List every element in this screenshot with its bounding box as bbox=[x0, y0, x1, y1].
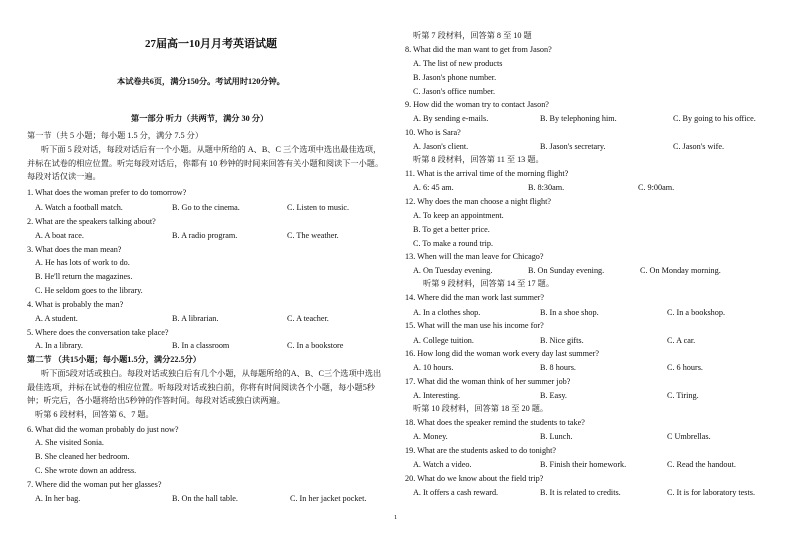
q13-option-a: A. On Tuesday evening. bbox=[413, 266, 493, 275]
question-14: 14. Where did the man work last summer? bbox=[405, 293, 544, 302]
listening-note-10: 听第 10 段材料，回答第 18 至 20 题。 bbox=[413, 404, 549, 413]
question-3: 3. What does the man mean? bbox=[27, 245, 122, 254]
question-15: 15. What will the man use his income for? bbox=[405, 321, 544, 330]
part1-heading: 第一部分 听力（共两节，满分 30 分） bbox=[131, 114, 269, 123]
section1-instructions: 听下面 5 段对话，每段对话后有一个小题。从题中所给的 A、B、C 三个选项中选出最佳选项，并标在试卷的相应位置。听完每段对话后，你都有 10 秒钟的时间来回答有关小题和阅读下一小题。每段对话仅读一遍。 bbox=[27, 145, 384, 182]
q16-option-b: B. 8 hours. bbox=[540, 363, 576, 372]
question-6: 6. What did the woman probably do just now? bbox=[27, 425, 179, 434]
question-7: 7. Where did the woman put her glasses? bbox=[27, 480, 162, 489]
listening-note-9: 听第 9 段材料，回答第 14 至 17 题。 bbox=[423, 279, 555, 288]
q15-option-b: B. Nice gifts. bbox=[540, 336, 584, 345]
question-16: 16. How long did the woman work every day last summer? bbox=[405, 349, 599, 358]
q1-option-b: B. Go to the cinema. bbox=[172, 203, 240, 212]
q5-option-c: C. In a bookstore bbox=[287, 341, 344, 350]
q2-option-c: C. The weather. bbox=[287, 231, 339, 240]
q10-option-c: C. Jason's wife. bbox=[673, 142, 725, 151]
q19-option-b: B. Finish their homework. bbox=[540, 460, 627, 469]
q10-option-a: A. Jason's client. bbox=[413, 142, 469, 151]
q10-option-b: B. Jason's secretary. bbox=[540, 142, 606, 151]
q20-option-c: C. It is for laboratory tests. bbox=[667, 488, 755, 497]
question-2: 2. What are the speakers talking about? bbox=[27, 217, 156, 226]
q18-option-a: A. Money. bbox=[413, 432, 448, 441]
q9-option-c: C. By going to his office. bbox=[673, 114, 756, 123]
listening-note-6: 听第 6 段材料，回答第 6、7 题。 bbox=[35, 410, 154, 419]
q12-option-c: C. To make a round trip. bbox=[413, 239, 493, 248]
q11-option-b: B. 8:30am. bbox=[528, 183, 565, 192]
q18-option-c: C Umbrellas. bbox=[667, 432, 711, 441]
q6-option-a: A. She visited Sonia. bbox=[35, 438, 104, 447]
q14-option-b: B. In a shoe shop. bbox=[540, 308, 599, 317]
q2-option-b: B. A radio program. bbox=[172, 231, 238, 240]
q9-option-a: A. By sending e-mails. bbox=[413, 114, 489, 123]
q11-option-a: A. 6: 45 am. bbox=[413, 183, 454, 192]
q3-option-a: A. He has lots of work to do. bbox=[35, 258, 130, 267]
q9-option-b: B. By telephoning him. bbox=[540, 114, 617, 123]
q16-option-a: A. 10 hours. bbox=[413, 363, 454, 372]
q11-option-c: C. 9:00am. bbox=[638, 183, 675, 192]
q12-option-a: A. To keep an appointment. bbox=[413, 211, 504, 220]
question-9: 9. How did the woman try to contact Jason? bbox=[405, 100, 549, 109]
q7-option-a: A. In her bag. bbox=[35, 494, 81, 503]
q4-option-c: C. A teacher. bbox=[287, 314, 329, 323]
q13-option-b: B. On Sunday evening. bbox=[528, 266, 605, 275]
q14-option-c: C. In a bookshop. bbox=[667, 308, 725, 317]
q7-option-b: B. On the hall table. bbox=[172, 494, 238, 503]
q7-option-c: C. In her jacket pocket. bbox=[290, 494, 367, 503]
q3-option-c: C. He seldom goes to the library. bbox=[35, 286, 143, 295]
q8-option-a: A. The list of new products bbox=[413, 59, 503, 68]
question-5: 5. Where does the conversation take place? bbox=[27, 328, 169, 337]
section1-heading: 第一节（共 5 小题；每小题 1.5 分，满分 7.5 分） bbox=[27, 131, 204, 140]
q5-option-b: B. In a classroom bbox=[172, 341, 230, 350]
question-8: 8. What did the man want to get from Jason? bbox=[405, 45, 552, 54]
question-18: 18. What does the speaker remind the students to take? bbox=[405, 418, 585, 427]
q14-option-a: A. In a clothes shop. bbox=[413, 308, 481, 317]
q3-option-b: B. He'll return the magazines. bbox=[35, 272, 133, 281]
question-12: 12. Why does the man choose a night flight? bbox=[405, 197, 552, 206]
question-20: 20. What do we know about the field trip? bbox=[405, 474, 544, 483]
q17-option-b: B. Easy. bbox=[540, 391, 567, 400]
exam-title: 27届高一10月月考英语试题 bbox=[145, 38, 277, 50]
question-19: 19. What are the students asked to do tonight? bbox=[405, 446, 557, 455]
question-1: 1. What does the woman prefer to do tomorrow? bbox=[27, 188, 187, 197]
q6-option-c: C. She wrote down an address. bbox=[35, 466, 137, 475]
question-17: 17. What did the woman think of her summer job? bbox=[405, 377, 571, 386]
q2-option-a: A. A boat race. bbox=[35, 231, 84, 240]
q18-option-b: B. Lunch. bbox=[540, 432, 573, 441]
q19-option-a: A. Watch a video. bbox=[413, 460, 472, 469]
q19-option-c: C. Read the handout. bbox=[667, 460, 736, 469]
q5-option-a: A. In a library. bbox=[35, 341, 83, 350]
question-10: 10. Who is Sara? bbox=[405, 128, 461, 137]
section2-instructions: 听下面5段对话或独白。每段对话或独白后有几个小题，从每题所给的A、B、C三个选项中选出最佳选项，并标在试卷的相应位置。听每段对话或独白前，你将有时间阅读各个小题，每小题5秒钟；听完后，各小题将给出5秒钟的作答时间。每段对话或独白读两遍。 bbox=[27, 369, 382, 406]
q12-option-b: B. To get a better price. bbox=[413, 225, 490, 234]
q6-option-b: B. She cleaned her bedroom. bbox=[35, 452, 130, 461]
page-number: 1 bbox=[394, 514, 398, 521]
q13-option-c: C. On Monday morning. bbox=[640, 266, 721, 275]
q15-option-c: C. A car. bbox=[667, 336, 696, 345]
q4-option-b: B. A librarian. bbox=[172, 314, 219, 323]
q20-option-a: A. It offers a cash reward. bbox=[413, 488, 499, 497]
question-13: 13. When will the man leave for Chicago? bbox=[405, 252, 544, 261]
q8-option-c: C. Jason's office number. bbox=[413, 87, 496, 96]
q16-option-c: C. 6 hours. bbox=[667, 363, 703, 372]
question-11: 11. What is the arrival time of the morning flight? bbox=[405, 169, 569, 178]
q15-option-a: A. College tuition. bbox=[413, 336, 474, 345]
q17-option-c: C. Tiring. bbox=[667, 391, 699, 400]
q4-option-a: A. A student. bbox=[35, 314, 78, 323]
q20-option-b: B. It is related to credits. bbox=[540, 488, 621, 497]
listening-note-7: 听第 7 段材料，回答第 8 至 10 题 bbox=[413, 31, 532, 40]
question-4: 4. What is probably the man? bbox=[27, 300, 124, 309]
q1-option-c: C. Listen to music. bbox=[287, 203, 350, 212]
exam-subtitle: 本试卷共6页，满分150分。考试用时120分钟。 bbox=[117, 77, 285, 86]
q8-option-b: B. Jason's phone number. bbox=[413, 73, 497, 82]
section2-heading: 第二节 （共15小题；每小题1.5分，满分22.5分） bbox=[27, 355, 201, 364]
q17-option-a: A. Interesting. bbox=[413, 391, 461, 400]
q1-option-a: A. Watch a football match. bbox=[35, 203, 123, 212]
listening-note-8: 听第 8 段材料，回答第 11 至 13 题。 bbox=[413, 155, 544, 164]
